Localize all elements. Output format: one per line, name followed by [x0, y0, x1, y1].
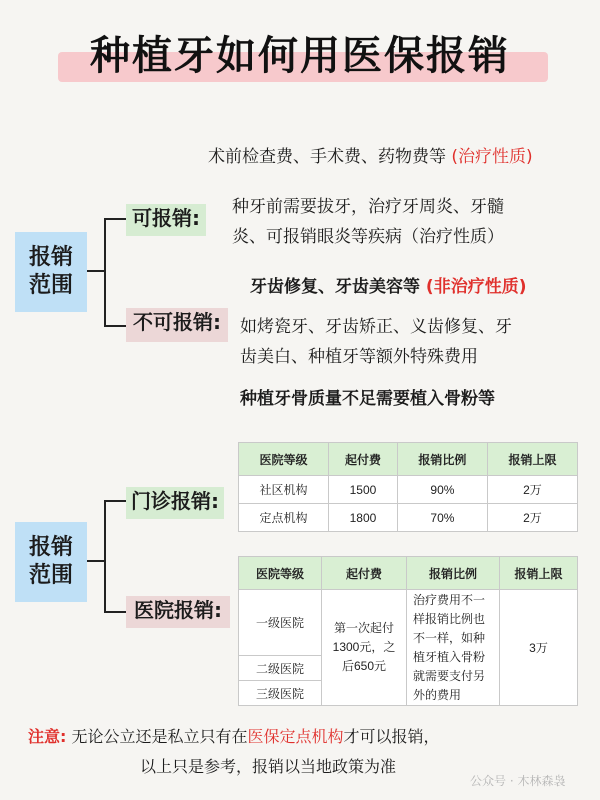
table-row — [239, 476, 578, 504]
table-cell: 定点机构 — [239, 504, 329, 532]
hospital-label: 医院报销: — [126, 596, 230, 628]
bracket-line — [104, 325, 126, 327]
table-cell: 一级医院 — [239, 590, 322, 656]
table-cell: 1500 — [329, 476, 398, 504]
outpatient-label: 门诊报销: — [126, 487, 224, 519]
table-header-row — [239, 557, 578, 590]
not-reimbursable-line1: 牙齿修复、牙齿美容等 — [250, 277, 420, 297]
hospital-table — [238, 556, 578, 706]
table-header: 报销上限 — [487, 443, 577, 476]
note-text1: 无论公立还是私立只有在 — [71, 727, 248, 746]
ratio-cell: 治疗费用不一样报销比例也不一样，如种植牙植入骨粉就需要支付另外的费用 — [407, 590, 500, 706]
table-cell: 70% — [397, 504, 487, 532]
bracket-line — [87, 560, 105, 562]
table-cell: 2万 — [487, 504, 577, 532]
table-cell: 90% — [397, 476, 487, 504]
note-line1 — [28, 722, 440, 752]
scope-box-2: 报销 范围 — [15, 522, 87, 602]
bracket-line — [104, 500, 106, 612]
bracket-line — [104, 500, 126, 502]
outpatient-table — [238, 442, 578, 532]
table-header: 医院等级 — [239, 443, 329, 476]
reimbursable-label: 可报销: — [126, 204, 206, 236]
page-title: 种植牙如何用医保报销 — [90, 33, 510, 79]
note-line2: 以上只是参考，报销以当地政策为准 — [140, 757, 397, 776]
table-header: 报销上限 — [500, 557, 578, 590]
table-header: 起付费 — [329, 443, 398, 476]
not-reimbursable-line3: 种植牙骨质量不足需要植入骨粉等 — [240, 389, 495, 409]
not-reimbursable-line2b: 齿美白、种植牙等额外特殊费用 — [240, 347, 478, 367]
note-text2: 才可以报销， — [343, 727, 440, 746]
cap-cell: 3万 — [500, 590, 578, 706]
bracket-line — [104, 218, 126, 220]
table-header: 医院等级 — [239, 557, 322, 590]
reimbursable-line2a: 种牙前需要拔牙，治疗牙周炎、牙髓 — [232, 197, 504, 217]
table-row — [239, 504, 578, 532]
not-reimbursable-label: 不可报销: — [126, 308, 228, 342]
table-header: 起付费 — [322, 557, 407, 590]
bracket-line — [87, 270, 105, 272]
not-reimbursable-line2a: 如烤瓷牙、牙齿矫正、义齿修复、牙 — [240, 317, 512, 337]
deductible-cell: 第一次起付1300元，之后650元 — [322, 590, 407, 706]
non-therapeutic-tag: (非治疗性质) — [425, 277, 527, 297]
table-header: 报销比例 — [397, 443, 487, 476]
reimbursable-line2b: 炎、可报销眼炎等疾病（治疗性质） — [232, 227, 504, 247]
table-header-row — [239, 443, 578, 476]
reimbursable-line1: 术前检查费、手术费、药物费等 — [208, 147, 446, 167]
table-row — [239, 590, 578, 656]
watermark: 公众号 · 木林森袅 — [470, 774, 566, 788]
table-header: 报销比例 — [407, 557, 500, 590]
title-container — [0, 28, 600, 84]
bracket-line — [104, 611, 126, 613]
table-cell: 二级医院 — [239, 656, 322, 681]
therapeutic-tag: (治疗性质) — [451, 147, 533, 167]
note-highlight: 医保定点机构 — [247, 727, 344, 746]
note-label: 注意: — [28, 727, 67, 746]
table-cell: 三级医院 — [239, 681, 322, 706]
table-cell: 社区机构 — [239, 476, 329, 504]
scope-box-1: 报销 范围 — [15, 232, 87, 312]
bracket-line — [104, 218, 106, 326]
table-cell: 1800 — [329, 504, 398, 532]
table-cell: 2万 — [487, 476, 577, 504]
